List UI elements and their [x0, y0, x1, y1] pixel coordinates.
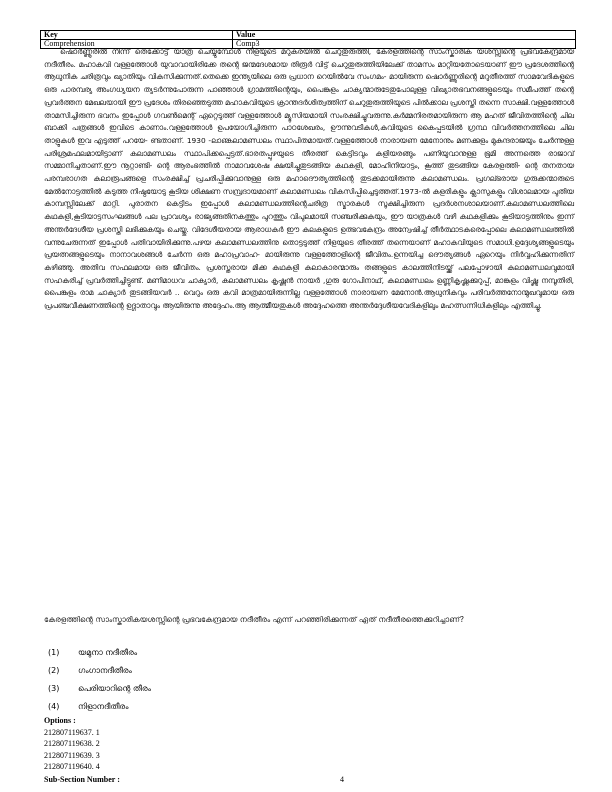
choice-text: യമുനാ നദീതീരം	[78, 648, 138, 657]
choice-number: (3)	[48, 684, 60, 693]
choice-3	[48, 680, 348, 698]
value-header: Value	[233, 31, 576, 40]
choice-1	[48, 644, 348, 662]
answer-choices	[48, 644, 348, 716]
page-number: 4	[340, 775, 344, 784]
options-label: Options :	[44, 716, 76, 725]
option-id-list	[44, 727, 100, 772]
option-id: 212807119637. 1	[44, 728, 100, 737]
choice-text: പെരിയാറിന്റെ തീരം	[78, 684, 151, 693]
key-cell: Comprehension	[41, 40, 233, 49]
choice-number: (4)	[48, 702, 60, 711]
choice-2	[48, 662, 348, 680]
option-id: 212807119638. 2	[44, 739, 100, 749]
comprehension-passage: ഷൊർണ്ണൂരിൽ നിന്ന് തെക്കോട്ട് യാത്ര ചെയ്യുമ്പോൾ നിളയുടെ മറുകരയിൽ ചെറുതുരുത്തി, കേരളത്തിന്റെ സാംസ്കാരിക യശസ്സിന്റെ പ്രഭവകേന്ദ്രമായ നദീതീരം. മഹാകവി വള്ളത്തോൾ യുവാവായിരിക്കേ തന്റെ ജന്മദേശമായ തിരൂർ വിട്ട് ചെറുതുരുത്തിയിലേക്ക് താമസം മാറ്റിയതോടെയാണ് ഈ പ്രദേശത്തിന്റെ ആധുനിക ചരിത്രവും ഖ്യാതിയും വികസിക്കുന്നത്.തെക്കെ ഇന്ത്യയിലെ ഒരു പ്രധാന റെയിൽവേ സംഗമം- മായിരുന്ന ഷൊർണ്ണൂരിന്റെ മറുതീരത്ത് സാമവേദികളുടെ ഒരു പാരമ്പര്യ അംഗധ്യയന ത്യടർന്നുപോരുന്ന പാഞ്ഞാൾ ഗ്രാമത്തിന്റെയും, പൈങ്കുളം ചാക്യന്മാരുടേതുപോലുള്ള വിഖ്യാതഭവനങ്ങളുടെയും സമീപത്ത് തന്റെ പ്രവർത്തന മേഖലയായി ഈ പ്രദേശം തിരഞ്ഞെടുത്ത മഹാകവിയുടെ ക്രാന്തദർശിത്വത്തിന് ചെറുതുരുത്തിയുടെ പിൽക്കാല പ്രശസ്തി തന്നെ സാക്ഷി.വള്ളത്തോൾ താമസിച്ചിരുന്ന ഭവനം ഇപ്പോൾ ഗവൺമെന്റ് ഏറ്റെടുത്ത് വള്ളത്തോൾ മ്യൂസിയമായി സംരക്ഷിച്ചുവരുന്നു.കർമ്മനിരതമായിരുന്ന ആ മഹത് ജീവിതത്തിന്റെ ചില ബാക്കി പത്രങ്ങൾ ഇവിടെ കാണാം.വള്ളത്തോൾ ഉപയോഗിച്ചിരുന്ന പാഠശേഖരം, ഊന്നുവടികൾ,കവിയുടെ കൈപ്പടയിൽ ഗ്രന്ഥ വിവർത്തനത്തിലെ ചില താളുകൾ ഇവ എടുത്ത് പറയേ- ണ്ടതാണ്. 1930 -ലാണ്കലാമണ്ഡലം സ്ഥാപിതമായത്.വള്ളത്തോൾ നാരായണ മേനോനും മണക്കുളം മുകുന്ദരാജയും ചേർന്നുള്ള പരിശ്രമഫലമായിട്ടാണ് കലാമണ്ഡലം സ്ഥാപിക്കപ്പെട്ടത്.ഭാരതപ്പുഴയുടെ തീരത്ത് കെട്ടിടവും കളിയരങ്ങും പണിയുവാനുള്ള ഭൂമി അന്നത്തെ രാജാവ് സമ്മാനിച്ചതാണ്.ഈ നൂറ്റാണ്ടി- ന്റെ ആരംഭത്തിൽ നാമാവശേഷ ക്ഷയിച്ചുതുടങ്ങിയ കഥകളി, മോഹിനിയാട്ടം, കൂത്ത് തുടങ്ങിയ കേരളത്തി- ന്റെ തനതായ പരമ്പരാഗത കലാരൂപങ്ങളെ സംരക്ഷിച്ച് പ്രചരിപ്പിക്കുവാനുള്ള ഒരു മഹാദൌത്യത്തിന്റെ തുടക്കമായിരുന്നു കലാമണ്ഡലം. പ്രഗല്ഭരായ ഗുരുക്കന്മാരുടെ മേൽനോട്ടത്തിൽ കടുത്ത നിഷ്ഠയോടു കൂടിയ ശിക്ഷണ സമ്പ്രദായമാണ് കലാമണ്ഡലം വികസിപ്പിച്ചെടുത്തത്.1973-ൽ കളരികളും ക്ലാസുകളും വിശാലമായ പുതിയ കാമ്പസ്സിലേക്ക് മാറ്റി. പുരാതന കെട്ടിടം ഇപ്പോൾ കലാമണ്ഡലത്തിന്റെചരിത്ര സ്മാരകൾ സൂക്ഷിച്ചിരുന്ന പ്രദർശനശാലയാണ്.കലാമണ്ഡലത്തിലെ കഥകളി,കൂടിയാട്ടസംഘങ്ങൾ പല പ്രാവശ്യം രാജ്യങ്ങതിനകത്തും പുറത്തും വിപുലമായി സഞ്ചരിക്കുകയും, ഈ യാത്രകൾ വഴി കഥകളിക്കും കൂടിയാട്ടത്തിനും ഇന്ന് അന്തർദേശീയ പ്രശസ്തി ലഭിക്കുകയും ചെയ്തു. വിദേശീയരായ ആരാധകർ ഈ കലകളുടെ ഉത്ഭവകേന്ദ്രം അന്വേഷിച്ച് തീർത്ഥാടകരെപ്പോലെ കലാമണ്ഡലത്തിൽ വന്നുചേരുന്നത് ഇപ്പോൾ പതിവായിരിക്കുന്നു.പഴയ കലാമണ്ഡലത്തിനു തൊട്ടടുത്ത് നിളയുടെ തീരത്ത് തന്നെയാണ് മഹാകവിയുടെ സമാധി.ഉദ്ദേശ്യങ്ങളുടെയും പ്രയത്നങ്ങളുടെയും നാനാവശങ്ങൾ ചേർന്ന ഒരു മഹാപ്രവാഹ- മായിരുന്നു വള്ളത്തോളിന്റെ ജീവിതം.ഉന്നയിച്ച ദൌത്യങ്ങൾ ഏറെയും നിർവ്വഹിക്കുന്നതിന് കഴിഞ്ഞു. അതിവ സഫലമായ ഒരു ജീവിതം. പ്രശസ്തരായ മിക്ക കഥകളി കലാകാരന്മാരും തങ്ങളുടെ കാലത്തിനിടയ്ക്ക് പലപ്പോഴായി കലാമണ്ഡലവുമായി സഹകരിച്ച് പ്രവർത്തിച്ചിട്ടുണ്ട്. മണിമാധവ ചാക്യാർ, കലാമണ്ഡലം കൃഷ്ണൻ നായർ ,ഗുരു ഗോപിനാഥ്, കലാമണ്ഡലം ഉണ്ണികൃഷ്ണക്കുറുപ്പ്, മാങ്കുളം വിഷ്ണു നമ്പൂതിരി, പൈങ്കുളം രാമ ചാക്യാർ തുടങ്ങിയവർ .. വെറും ഒരു കവി മാത്രമായിരുന്നില്ല വള്ളത്തോൾ നാരായണ മേനോൻ.ആധുനികവും പരിവർത്തനോന്മുഖവുമായ ഒരു പ്രപഞ്ചവീക്ഷണത്തിന്റെ ഉദ്ഗാതാവും ആയിരുന്നു അദ്ദേഹം.ആ ആത്മീയതുകൾ അദ്ദേഹത്തെ അന്തർദ്ദേശീയവേദികളിലും മഹത്സന്നിധികളിലും എത്തിച്ചു.	[44, 47, 574, 311]
table-header-row	[41, 31, 576, 40]
key-header: Key	[41, 31, 233, 40]
option-id: 212807119640. 4	[44, 761, 100, 771]
question-text: കേരളത്തിന്റെ സാംസ്കാരികയശസ്സിന്റെ പ്രഭവകേന്ദ്രമായ നദീതീരം എന്ന് പറഞ്ഞിരിക്കുന്നത് ഏത് നദീതീരത്തെക്കുറിച്ചാണ്?	[44, 615, 464, 624]
choice-number: (1)	[48, 648, 60, 657]
choice-text: നിളാനദീതീരം	[78, 702, 129, 711]
subsection-label: Sub-Section Number :	[44, 775, 120, 784]
value-cell: Comp3	[233, 40, 576, 49]
option-id: 212807119639. 3	[44, 750, 100, 760]
choice-text: ഗംഗാനദീതീരം	[78, 666, 132, 675]
choice-4	[48, 698, 348, 716]
choice-number: (2)	[48, 666, 60, 675]
